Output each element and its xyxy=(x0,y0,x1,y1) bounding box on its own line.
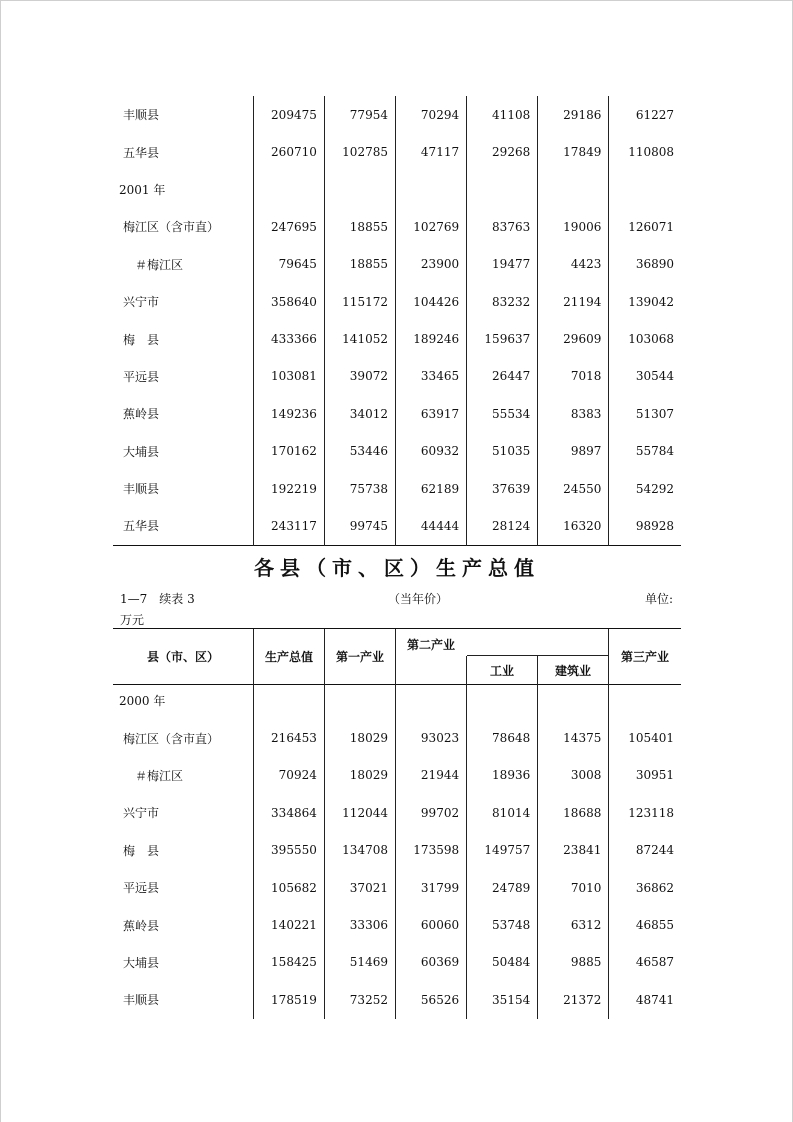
table-row xyxy=(113,944,681,981)
value-cell xyxy=(467,171,538,208)
value-cell: 41108 xyxy=(467,96,538,133)
table-row xyxy=(113,470,681,507)
value-cell: 63917 xyxy=(395,395,466,432)
table-row xyxy=(113,906,681,943)
value-cell: 51307 xyxy=(609,395,681,432)
value-cell: 99745 xyxy=(324,507,395,545)
value-cell: 17849 xyxy=(538,133,609,170)
county-name: 平远县 xyxy=(123,369,160,384)
value-cell: 29609 xyxy=(538,320,609,357)
county-name: ＃梅江区 xyxy=(135,257,184,272)
value-cell: 21194 xyxy=(538,283,609,320)
header-tertiary: 第三产业 xyxy=(620,650,669,664)
value-cell: 44444 xyxy=(395,507,466,545)
value-cell: 7018 xyxy=(538,358,609,395)
value-cell: 29186 xyxy=(538,96,609,133)
county-name: 兴宁市 xyxy=(123,295,160,310)
value-cell: 93023 xyxy=(395,719,466,756)
value-cell: 102769 xyxy=(395,208,466,245)
value-cell: 50484 xyxy=(467,944,538,981)
value-cell xyxy=(609,171,681,208)
value-cell: 60369 xyxy=(395,944,466,981)
table-row xyxy=(113,433,681,470)
header-primary: 第一产业 xyxy=(335,650,384,664)
value-cell: 105401 xyxy=(609,719,681,756)
value-cell: 141052 xyxy=(324,320,395,357)
value-cell: 55534 xyxy=(467,395,538,432)
header-industry: 工业 xyxy=(489,663,514,678)
table-row xyxy=(113,395,681,432)
value-cell: 3008 xyxy=(538,757,609,794)
value-cell: 37639 xyxy=(467,470,538,507)
value-cell: 21372 xyxy=(538,981,609,1018)
value-cell: 247695 xyxy=(253,208,324,245)
value-cell: 79645 xyxy=(253,246,324,283)
value-cell: 104426 xyxy=(395,283,466,320)
value-cell: 173598 xyxy=(395,832,466,869)
value-cell: 139042 xyxy=(609,283,681,320)
value-cell: 60060 xyxy=(395,906,466,943)
header-county: 县（市、区） xyxy=(146,650,219,664)
value-cell: 54292 xyxy=(609,470,681,507)
county-name: 蕉岭县 xyxy=(123,407,160,422)
value-cell: 46587 xyxy=(609,944,681,981)
header-secondary: 第二产业 xyxy=(406,637,455,652)
value-cell: 70294 xyxy=(395,96,466,133)
value-cell: 83763 xyxy=(467,208,538,245)
unit-value: 万元 xyxy=(120,613,145,627)
value-cell: 30544 xyxy=(609,358,681,395)
county-name: 蕉岭县 xyxy=(123,918,160,933)
value-cell: 60932 xyxy=(395,433,466,470)
value-cell: 78648 xyxy=(467,719,538,756)
county-name: 梅江区（含市直） xyxy=(123,220,220,235)
county-name: 丰顺县 xyxy=(123,993,160,1008)
value-cell: 243117 xyxy=(253,507,324,545)
value-cell: 18688 xyxy=(538,794,609,831)
table-row xyxy=(113,794,681,831)
value-cell: 260710 xyxy=(253,133,324,170)
value-cell: 103081 xyxy=(253,358,324,395)
value-cell: 99702 xyxy=(395,794,466,831)
value-cell xyxy=(324,682,395,719)
table-row xyxy=(113,757,681,794)
value-cell: 7010 xyxy=(538,869,609,906)
value-cell: 192219 xyxy=(253,470,324,507)
value-cell: 28124 xyxy=(467,507,538,545)
page-edge-left xyxy=(0,0,1,1122)
year-label: 2000 年 xyxy=(119,694,166,709)
value-cell: 18029 xyxy=(324,757,395,794)
table-row xyxy=(113,682,681,719)
value-cell: 53446 xyxy=(324,433,395,470)
county-name: ＃梅江区 xyxy=(135,768,184,783)
value-cell: 103068 xyxy=(609,320,681,357)
value-cell: 70924 xyxy=(253,757,324,794)
table-number: 1—7 续表 3 xyxy=(120,592,195,606)
table-row xyxy=(113,832,681,869)
value-cell xyxy=(538,171,609,208)
value-cell: 33306 xyxy=(324,906,395,943)
value-cell: 81014 xyxy=(467,794,538,831)
value-cell: 4423 xyxy=(538,246,609,283)
value-cell: 16320 xyxy=(538,507,609,545)
value-cell: 395550 xyxy=(253,832,324,869)
value-cell: 115172 xyxy=(324,283,395,320)
value-cell: 51469 xyxy=(324,944,395,981)
value-cell: 9885 xyxy=(538,944,609,981)
value-cell: 75738 xyxy=(324,470,395,507)
value-cell: 19477 xyxy=(467,246,538,283)
value-cell: 24550 xyxy=(538,470,609,507)
value-cell: 47117 xyxy=(395,133,466,170)
value-cell: 14375 xyxy=(538,719,609,756)
value-cell: 23900 xyxy=(395,246,466,283)
value-cell: 140221 xyxy=(253,906,324,943)
table-row xyxy=(113,246,681,283)
value-cell: 83232 xyxy=(467,283,538,320)
table-row xyxy=(113,869,681,906)
value-cell: 53748 xyxy=(467,906,538,943)
table-row xyxy=(113,719,681,756)
value-cell: 149757 xyxy=(467,832,538,869)
value-cell: 36890 xyxy=(609,246,681,283)
value-cell: 23841 xyxy=(538,832,609,869)
value-cell: 170162 xyxy=(253,433,324,470)
value-cell: 36862 xyxy=(609,869,681,906)
value-cell: 61227 xyxy=(609,96,681,133)
value-cell: 87244 xyxy=(609,832,681,869)
county-name: 大埔县 xyxy=(123,955,160,970)
value-cell: 24789 xyxy=(467,869,538,906)
table-row xyxy=(113,320,681,357)
value-cell: 26447 xyxy=(467,358,538,395)
value-cell: 37021 xyxy=(324,869,395,906)
value-cell: 9897 xyxy=(538,433,609,470)
value-cell: 102785 xyxy=(324,133,395,170)
county-name: 梅 县 xyxy=(123,332,160,347)
page-edge-top xyxy=(0,0,793,1)
county-name: 丰顺县 xyxy=(123,108,160,123)
value-cell: 18855 xyxy=(324,246,395,283)
header-construction: 建筑业 xyxy=(554,663,591,678)
table-header xyxy=(113,628,681,685)
value-cell: 158425 xyxy=(253,944,324,981)
county-name: 梅 县 xyxy=(123,843,160,858)
value-cell: 39072 xyxy=(324,358,395,395)
value-cell: 98928 xyxy=(609,507,681,545)
value-cell: 31799 xyxy=(395,869,466,906)
table-row xyxy=(113,283,681,320)
value-cell: 216453 xyxy=(253,719,324,756)
value-cell xyxy=(395,682,466,719)
value-cell: 209475 xyxy=(253,96,324,133)
value-cell: 149236 xyxy=(253,395,324,432)
value-cell: 18936 xyxy=(467,757,538,794)
table-row xyxy=(113,171,681,208)
county-name: 五华县 xyxy=(123,145,160,160)
value-cell: 334864 xyxy=(253,794,324,831)
price-note: （当年价） xyxy=(388,592,449,606)
value-cell: 34012 xyxy=(324,395,395,432)
unit-label: 单位: xyxy=(645,592,674,606)
header-gdp: 生产总值 xyxy=(264,650,313,664)
value-cell: 18029 xyxy=(324,719,395,756)
value-cell xyxy=(467,682,538,719)
value-cell: 178519 xyxy=(253,981,324,1018)
value-cell: 189246 xyxy=(395,320,466,357)
value-cell xyxy=(253,171,324,208)
upper-data-table xyxy=(113,96,681,546)
value-cell: 62189 xyxy=(395,470,466,507)
value-cell: 55784 xyxy=(609,433,681,470)
table-row xyxy=(113,507,681,545)
value-cell: 19006 xyxy=(538,208,609,245)
value-cell: 46855 xyxy=(609,906,681,943)
value-cell: 159637 xyxy=(467,320,538,357)
value-cell: 51035 xyxy=(467,433,538,470)
year-label: 2001 年 xyxy=(119,182,166,197)
value-cell: 30951 xyxy=(609,757,681,794)
value-cell: 110808 xyxy=(609,133,681,170)
county-name: 兴宁市 xyxy=(123,806,160,821)
value-cell: 358640 xyxy=(253,283,324,320)
county-name: 大埔县 xyxy=(123,444,160,459)
table-row xyxy=(113,358,681,395)
value-cell xyxy=(395,171,466,208)
county-name: 梅江区（含市直） xyxy=(123,731,220,746)
value-cell xyxy=(253,682,324,719)
value-cell: 56526 xyxy=(395,981,466,1018)
value-cell: 134708 xyxy=(324,832,395,869)
value-cell xyxy=(538,682,609,719)
value-cell: 48741 xyxy=(609,981,681,1018)
county-name: 五华县 xyxy=(123,519,160,534)
value-cell: 8383 xyxy=(538,395,609,432)
value-cell: 77954 xyxy=(324,96,395,133)
lower-data-table xyxy=(113,682,681,1019)
value-cell: 105682 xyxy=(253,869,324,906)
value-cell: 33465 xyxy=(395,358,466,395)
value-cell: 123118 xyxy=(609,794,681,831)
value-cell: 18855 xyxy=(324,208,395,245)
table-row xyxy=(113,208,681,245)
table-row xyxy=(113,133,681,170)
county-name: 丰顺县 xyxy=(123,482,160,497)
table-row xyxy=(113,96,681,133)
county-name: 平远县 xyxy=(123,881,160,896)
value-cell: 21944 xyxy=(395,757,466,794)
value-cell: 433366 xyxy=(253,320,324,357)
value-cell: 126071 xyxy=(609,208,681,245)
value-cell: 112044 xyxy=(324,794,395,831)
value-cell xyxy=(609,682,681,719)
value-cell: 29268 xyxy=(467,133,538,170)
table-row xyxy=(113,981,681,1018)
section-title: 各县（市、区）生产总值 xyxy=(254,556,540,580)
value-cell: 73252 xyxy=(324,981,395,1018)
value-cell xyxy=(324,171,395,208)
value-cell: 6312 xyxy=(538,906,609,943)
value-cell: 35154 xyxy=(467,981,538,1018)
